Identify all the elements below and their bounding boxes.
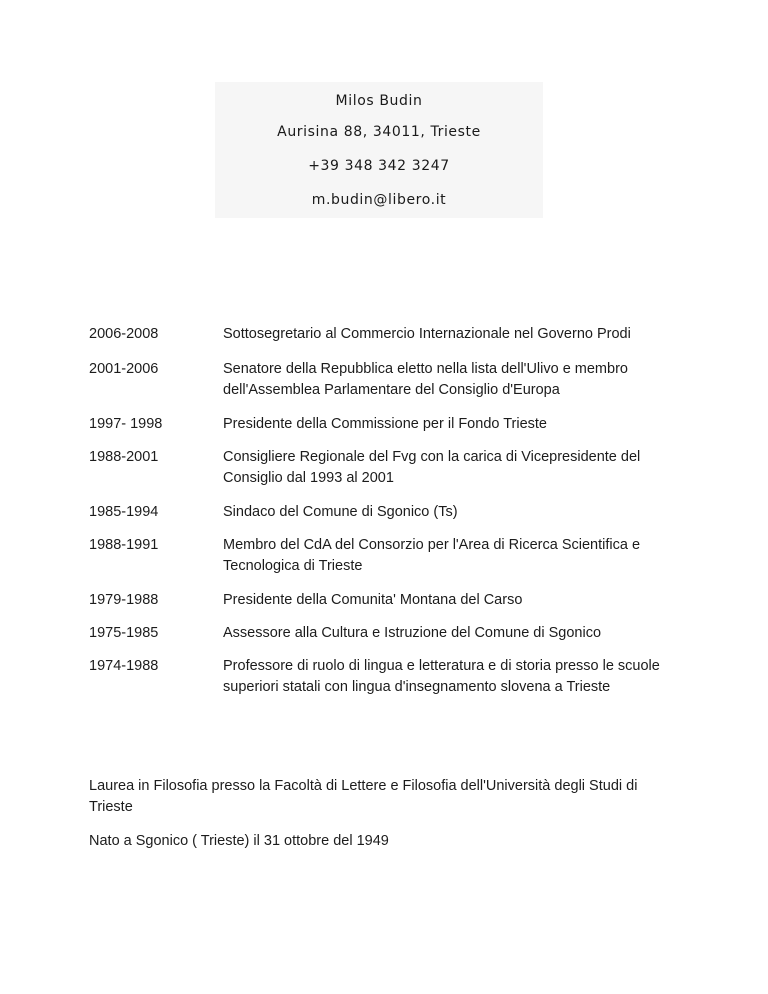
- timeline-description: Sottosegretario al Commercio Internazionale nel Governo Prodi: [223, 326, 631, 342]
- contact-name: Milos Budin: [335, 93, 423, 109]
- contact-box: [215, 82, 543, 218]
- contact-address: Aurisina 88, 34011, Trieste: [277, 124, 481, 140]
- timeline-years: 1988-1991: [89, 537, 159, 553]
- education-text: Laurea in Filosofia presso la Facoltà di Lettere e Filosofia dell'Università degli Studi di Trieste: [89, 778, 638, 815]
- timeline-years: 1974-1988: [89, 658, 159, 674]
- timeline-description: Membro del CdA del Consorzio per l'Area di Ricerca Scientifica e Tecnologica di Trieste: [223, 537, 641, 574]
- timeline-years: 1997- 1998: [89, 416, 163, 432]
- timeline-description: Consigliere Regionale del Fvg con la carica di Vicepresidente del Consiglio dal 1993 al 2001: [223, 449, 641, 486]
- timeline-years: 1979-1988: [89, 592, 159, 608]
- timeline-years: 1988-2001: [89, 449, 159, 465]
- timeline-description: Sindaco del Comune di Sgonico (Ts): [223, 504, 458, 520]
- contact-phone: +39 348 342 3247: [308, 158, 450, 174]
- timeline-description: Presidente della Commissione per il Fondo Trieste: [223, 416, 547, 432]
- timeline-years: 2006-2008: [89, 326, 159, 342]
- timeline-years: 1985-1994: [89, 504, 159, 520]
- timeline-years: 2001-2006: [89, 361, 159, 377]
- timeline-description: Professore di ruolo di lingua e letteratura e di storia presso le scuole superiori statali con lingua d'insegnamento slovena a Trieste: [223, 658, 660, 695]
- timeline-description: Assessore alla Cultura e Istruzione del Comune di Sgonico: [223, 625, 602, 641]
- timeline-years: 1975-1985: [89, 625, 159, 641]
- contact-email: m.budin@libero.it: [311, 192, 447, 208]
- timeline-description: Senatore della Repubblica eletto nella lista dell'Ulivo e membro dell'Assemblea Parlamentare del Consiglio d'Europa: [223, 361, 628, 398]
- birth-text: Nato a Sgonico ( Trieste) il 31 ottobre del 1949: [89, 833, 389, 849]
- timeline-description: Presidente della Comunita' Montana del Carso: [223, 592, 523, 608]
